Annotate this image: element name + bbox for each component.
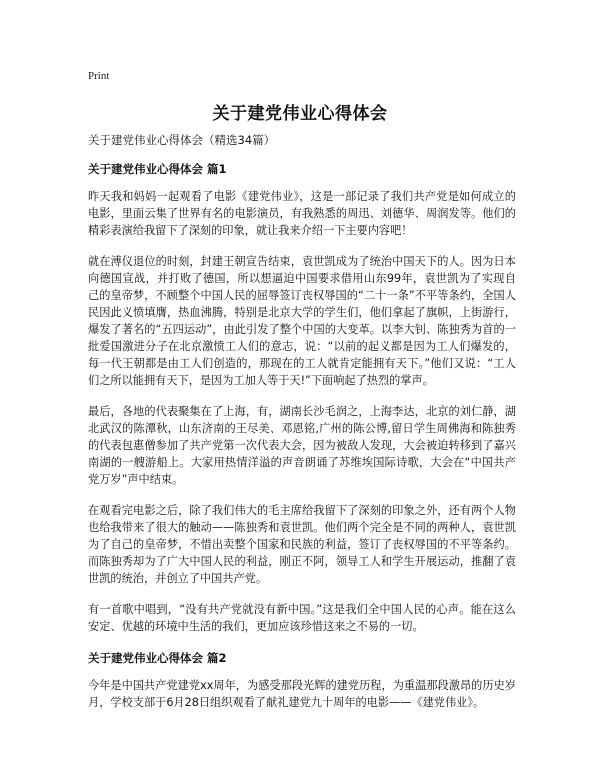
print-link[interactable]: Print bbox=[88, 70, 110, 82]
section-heading: 关于建党伟业心得体会 篇2 bbox=[88, 651, 227, 665]
section-2 bbox=[88, 649, 516, 711]
document-body bbox=[88, 160, 516, 725]
paragraph: 昨天我和妈妈一起观看了电影《建党伟业》，这是一部记录了我们共产党是如何成立的电影，里面云集了世界有名的电影演员，有我熟悉的周迅、刘德华、周润发等。他们的精彩表演给我留下了深刻的印象，就让我来介绍一下主要内容吧！ bbox=[88, 190, 516, 237]
paragraph: 就在溥仪退位的时刻，封建王朝宣告结束，袁世凯成为了统治中国天下的人。因为日本向德国宣战，并打败了德国，所以想逼迫中国要求借用山东99年，袁世凯为了实现自己的皇帝梦，不顾整个中国人民的屈辱签订丧权辱国的“二十一条”不平等条约，全国人民因此义愤填膺，热血沸腾，特别是北京大学的学生们，他们拿起了旗帜，上街游行，爆发了著名的“五四运动”，由此引发了整个中国的大变革。以李大钊、陈独秀为首的一批爱国激进分子在北京激愤工人们的意志，说：“以前的起义都是因为工人们爆发的，每一代王朝都是由工人们创造的，那现在的工人就肯定能拥有天下。”他们又说：“工人们之所以能拥有天下，是因为工加人等于天!”下面响起了热烈的掌声。 bbox=[88, 255, 516, 387]
section-heading: 关于建党伟业心得体会 篇1 bbox=[88, 162, 227, 176]
document-title: 关于建党伟业心得体会 bbox=[212, 104, 388, 124]
paragraph: 在观看完电影之后，除了我们伟大的毛主席给我留下了深刻的印象之外，还有两个人物也给我带来了很大的触动——陈独秀和袁世凯。他们两个完全是不同的两种人，袁世凯为了自己的皇帝梦，不惜出卖整个国家和民族的利益，签订了丧权辱国的不平等条约。而陈独秀却为了广大中国人民的利益，刚正不阿，领导工人和学生开展运动，推翻了袁世凯的统治，并创立了中国共产党。 bbox=[88, 504, 516, 585]
paragraph: 有一首歌中唱到，“没有共产党就没有新中国。”这是我们全中国人民的心声。能在这么安定、优越的环境中生活的我们，更加应该珍惜这来之不易的一切。 bbox=[88, 603, 516, 633]
section-1 bbox=[88, 160, 516, 635]
paragraph: 今年是中国共产党建党xx周年，为感受那段光辉的建党历程，为重温那段激昂的历史岁月，学校支部于6月28日组织观看了献礼建党九十周年的电影——《建党伟业》。 bbox=[88, 679, 516, 709]
paragraph: 最后，各地的代表聚集在了上海，有，湖南长沙毛润之，上海李达，北京的刘仁静，湖北武汉的陈潭秋，山东济南的王尽美、邓恩铭,广州的陈公博,留日学生周佛海和陈独秀的代表包惠僧参加了共产党第一次代表大会，因为被敌人发现，大会被迫转移到了嘉兴南湖的一艘游船上。大家用热情洋溢的声音朗诵了苏维埃国际诗歌，大会在“中国共产党万岁”声中结束。 bbox=[88, 405, 516, 486]
document-subtitle: 关于建党伟业心得体会（精选34篇） bbox=[88, 133, 276, 147]
